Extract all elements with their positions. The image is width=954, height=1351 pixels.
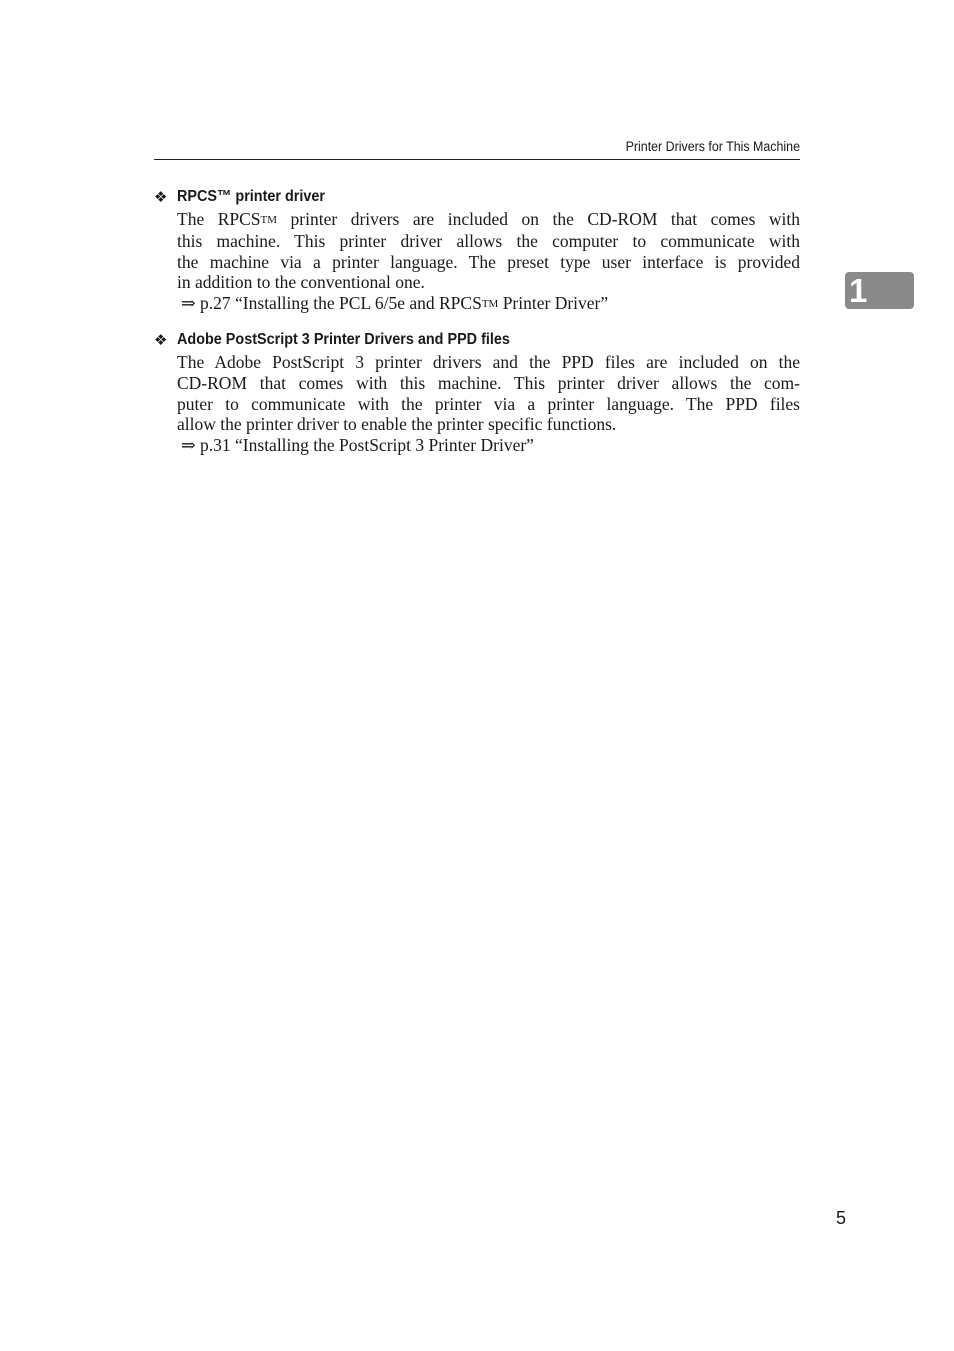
section-body	[177, 209, 800, 293]
trademark-mark: TM	[481, 298, 499, 311]
body-line: puter to communicate with the printer via a printer language. The PPD files	[177, 393, 800, 414]
header-rule	[154, 159, 800, 160]
cross-reference-link[interactable]: ⇒ p.31 “Installing the PostScript 3 Printer Driver”	[181, 435, 534, 456]
section-postscript-drivers	[154, 328, 800, 456]
chapter-number: 1	[849, 272, 868, 309]
section-heading	[154, 185, 800, 209]
section-rpcs-driver	[154, 185, 800, 315]
body-line: The RPCSTM printer drivers are included on the CD-ROM that comes with	[177, 209, 801, 229]
body-line: allow the printer driver to enable the printer specific functions.	[177, 414, 617, 435]
diamond-bullet-icon: ❖	[154, 331, 168, 349]
cross-reference-link[interactable]: ⇒ p.27 “Installing the PCL 6/5e and RPCSTM Printer Driver”	[181, 293, 609, 314]
page-number: 5	[835, 1208, 846, 1228]
running-header: Printer Drivers for This Machine	[625, 139, 800, 154]
body-line: The Adobe PostScript 3 printer drivers and the PPD files are included on the	[177, 352, 800, 372]
trademark-mark: TM	[260, 214, 278, 226]
body-line: the machine via a printer language. The preset type user interface is provided	[177, 251, 800, 272]
section-heading	[154, 328, 800, 352]
body-line: CD-ROM that comes with this machine. This printer driver allows the com-	[177, 372, 800, 393]
section-body	[177, 352, 800, 435]
body-line: in addition to the conventional one.	[177, 272, 425, 293]
diamond-bullet-icon: ❖	[154, 188, 168, 206]
body-line: this machine. This printer driver allows the computer to communicate with	[177, 230, 800, 251]
chapter-tab	[845, 272, 914, 309]
section-title: Adobe PostScript 3 Printer Drivers and PPD files	[177, 331, 510, 348]
section-title: RPCS™ printer driver	[177, 188, 326, 205]
